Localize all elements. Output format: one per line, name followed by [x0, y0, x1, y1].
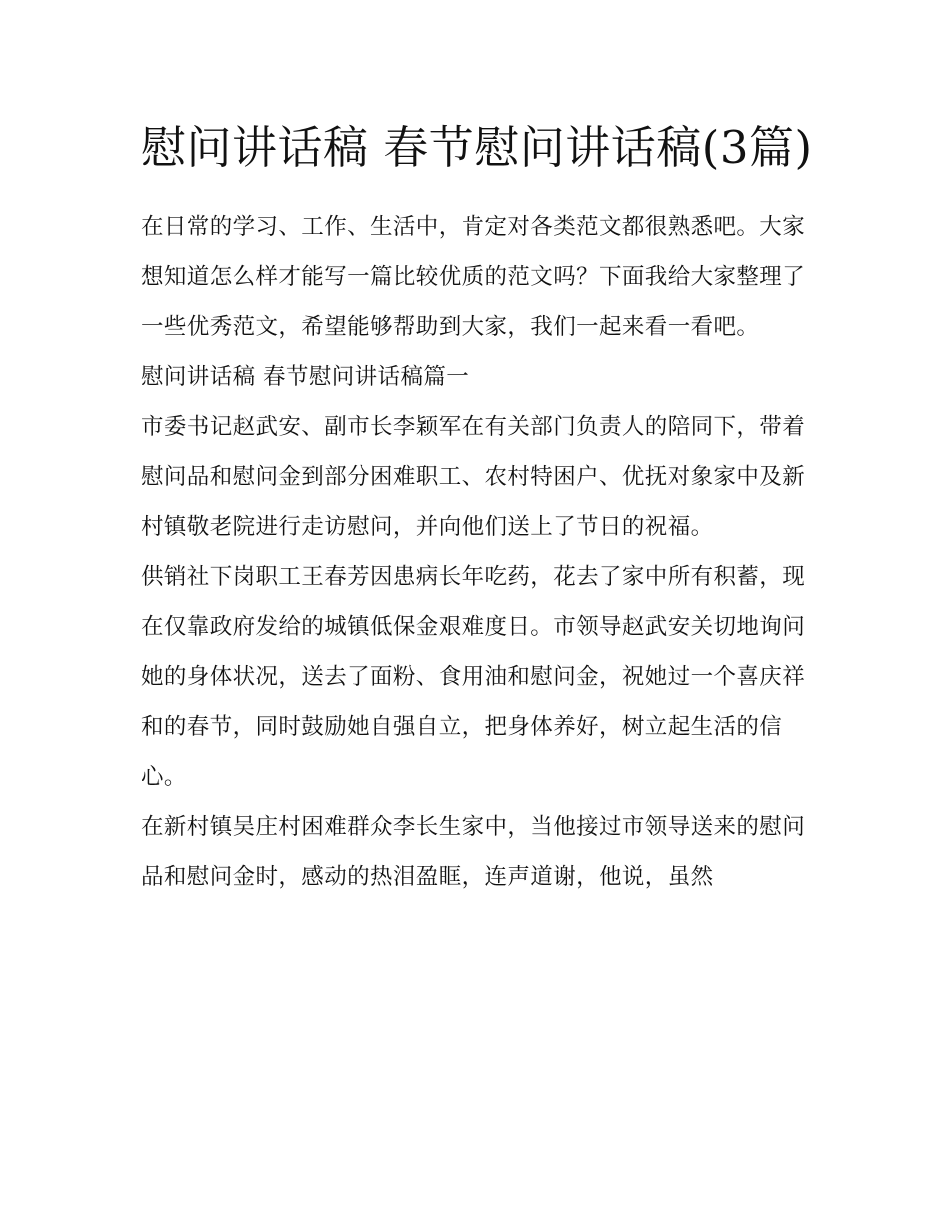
document-title: 慰问讲话稿 春节慰问讲话稿(3篇) — [141, 121, 813, 174]
body-paragraph: 市委书记赵武安、副市长李颖军在有关部门负责人的陪同下，带着慰问品和慰问金到部分困难职工、农村特困户、优抚对象家中及新村镇敬老院进行走访慰问，并向他们送上了节日的祝福。 — [141, 414, 806, 540]
body-paragraph: 供销社下岗职工王春芳因患病长年吃药，花去了家中所有积蓄，现在仅靠政府发给的城镇低保金艰难度日。市领导赵武安关切地询问她的身体状况，送去了面粉、食用油和慰问金，祝她过一个喜庆祥和的春节，同时鼓励她自强自立，把身体养好，树立起生活的信心。 — [141, 564, 806, 790]
section-heading: 慰问讲话稿 春节慰问讲话稿篇一 — [141, 364, 470, 390]
intro-paragraph: 在日常的学习、工作、生活中，肯定对各类范文都很熟悉吧。大家想知道怎么样才能写一篇比较优质的范文吗？下面我给大家整理了一些优秀范文，希望能够帮助到大家，我们一起来看一看吧。 — [141, 214, 806, 340]
document-body — [141, 112, 813, 902]
body-paragraph: 在新村镇吴庄村困难群众李长生家中，当他接过市领导送来的慰问品和慰问金时，感动的热泪盈眶，连声道谢，他说，虽然 — [141, 814, 806, 890]
